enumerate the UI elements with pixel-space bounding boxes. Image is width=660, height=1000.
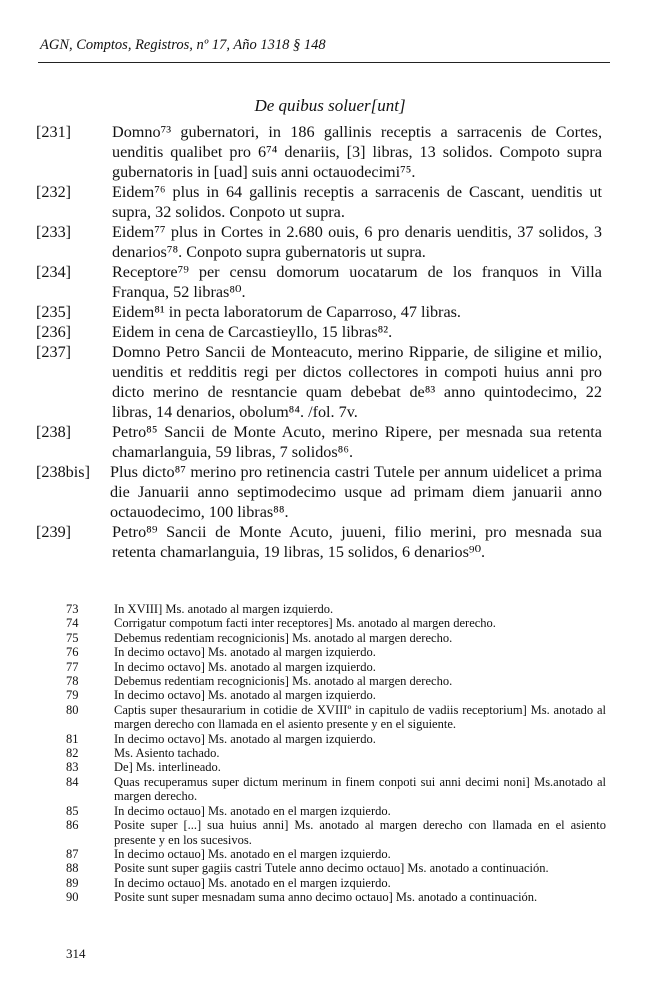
- entry-239: [36, 522, 602, 562]
- footnote-number: 76: [66, 645, 79, 660]
- entry-text: Domno Petro Sancii de Monteacuto, merino Ripparie, de siligine et milio, uenditis et redditis regi per dictos collectores in compoti huius anni pro dicto merino de resntancie quam debebat de⁸³ anno quintodecimo, 22 libras, 14 denarios, obolum⁸⁴. /fol. 7v.: [112, 343, 602, 421]
- footnote-number: 86: [66, 818, 79, 833]
- entry-237: [36, 342, 602, 422]
- footnote-number: 84: [66, 774, 79, 789]
- footnote-73: [66, 602, 606, 616]
- footnote-number: 87: [66, 846, 79, 861]
- section-title: De quibus soluer[unt]: [254, 96, 406, 115]
- footnote-number: 81: [66, 731, 79, 746]
- footnote-number: 89: [66, 875, 79, 890]
- footnote-number: 83: [66, 760, 79, 775]
- entry-list: [36, 122, 602, 562]
- entry-text: Eidem⁷⁶ plus in 64 gallinis receptis a sarracenis de Cascant, uenditis ut supra, 32 solidos. Conpoto ut supra.: [112, 183, 602, 221]
- entry-238bis: [36, 462, 602, 522]
- entry-number: [235]: [36, 303, 72, 321]
- footnote-text: Posite sunt super mesnadam suma anno decimo octauo] Ms. anotado a continuación.: [114, 890, 538, 905]
- footnote-82: [66, 746, 606, 760]
- footnote-76: [66, 645, 606, 659]
- footnote-number: 75: [66, 630, 79, 645]
- footnote-77: [66, 660, 606, 674]
- entry-number: [239]: [36, 523, 72, 541]
- entry-text: Domno⁷³ gubernatori, in 186 gallinis receptis a sarracenis de Cortes, uenditis qualibet pro 6⁷⁴ denariis, [3] libras, 13 solidos. Compoto supra gubernatoris in [uad] suis anni octauodecimi⁷⁵.: [112, 123, 602, 181]
- footnote-text: In decimo octauo] Ms. anotado en el margen izquierdo.: [114, 846, 391, 861]
- footnote-text: Captis super thesaurarium in cotidie de XVIIIº in capitulo de vadiis receptorium] Ms. anotado al margen derecho con llamada en el asiento presente y en el siguiente.: [114, 702, 606, 732]
- entry-text: Eidem⁷⁷ plus in Cortes in 2.680 ouis, 6 pro denaris uenditis, 37 solidos, 3 denarios⁷⁸. Conpoto supra gubernatoris ut supra.: [112, 223, 602, 261]
- footnote-89: [66, 876, 606, 890]
- footnote-text: In decimo octauo] Ms. anotado en el margen izquierdo.: [114, 803, 391, 818]
- footnote-text: Posite super [...] sua huius anni] Ms. anotado al margen derecho con llamada en el asiento presente y en los sucesivos.: [114, 818, 606, 847]
- footnote-90: [66, 890, 606, 904]
- footnote-number: 77: [66, 659, 79, 674]
- entry-233: [36, 222, 602, 262]
- footnote-text: In XVIII] Ms. anotado al margen izquierdo.: [114, 602, 334, 616]
- footnote-83: [66, 760, 606, 774]
- footnote-text: In decimo octavo] Ms. anotado al margen izquierdo.: [114, 731, 376, 746]
- footnote-80: [66, 703, 606, 732]
- footnote-text: Corrigatur compotum facti inter receptores] Ms. anotado al margen derecho.: [114, 616, 496, 631]
- footnote-number: 74: [66, 616, 79, 631]
- entry-number: [233]: [36, 223, 72, 241]
- footnote-number: 79: [66, 688, 79, 703]
- entry-text: Petro⁸⁵ Sancii de Monte Acuto, merino Ripere, per mesnada sua retenta chamarlanguia, 59 libras, 7 solidos⁸⁶.: [112, 423, 602, 461]
- footnote-86: [66, 818, 606, 847]
- entry-text: Eidem⁸¹ in pecta laboratorum de Caparroso, 47 libras.: [112, 303, 461, 321]
- entry-text: Receptore⁷⁹ per censu domorum uocatarum de los franquos in Villa Franqua, 52 libras⁸⁰.: [112, 263, 602, 301]
- entry-text: Eidem in cena de Carcastieyllo, 15 libras⁸².: [112, 323, 393, 341]
- footnote-number: 90: [66, 890, 79, 905]
- entry-number: [232]: [36, 183, 72, 201]
- entry-number: [238bis]: [36, 463, 90, 481]
- footnote-text: Ms. Asiento tachado.: [114, 746, 220, 761]
- footnote-79: [66, 688, 606, 702]
- entry-text: Petro⁸⁹ Sancii de Monte Acuto, juueni, filio merini, pro mesnada sua retenta chamarlanguia, 19 libras, 15 solidos, 6 denarios⁹⁰.: [112, 523, 602, 561]
- header-rule: [38, 62, 610, 63]
- footnote-text: In decimo octavo] Ms. anotado al margen izquierdo.: [114, 645, 376, 660]
- footnote-text: De] Ms. interlineado.: [114, 760, 221, 775]
- footnote-text: In decimo octavo] Ms. anotado al margen izquierdo.: [114, 659, 376, 674]
- entry-238: [36, 422, 602, 462]
- footnotes: [66, 602, 606, 905]
- footnote-75: [66, 631, 606, 645]
- footnote-78: [66, 674, 606, 688]
- entry-number: [231]: [36, 123, 72, 141]
- entry-text: Plus dicto⁸⁷ merino pro retinencia castri Tutele per annum uidelicet a prima die Januarii anno septimodecimo usque ad primam diem januarii anno octauodecimo, 100 libras⁸⁸.: [110, 463, 602, 521]
- entry-232: [36, 182, 602, 222]
- entry-236: [36, 322, 602, 342]
- footnote-85: [66, 804, 606, 818]
- footnote-text: In decimo octauo] Ms. anotado en el margen izquierdo.: [114, 875, 391, 890]
- footnote-84: [66, 775, 606, 804]
- footnote-number: 82: [66, 746, 79, 761]
- footnote-text: Debemus redentiam recognicionis] Ms. anotado al margen derecho.: [114, 630, 453, 645]
- footnote-74: [66, 616, 606, 630]
- page-number: 314: [66, 946, 86, 961]
- footnote-87: [66, 847, 606, 861]
- footnote-number: 73: [66, 602, 79, 616]
- entry-number: [234]: [36, 263, 72, 281]
- entry-231: [36, 122, 602, 182]
- footnote-text: In decimo octavo] Ms. anotado al margen izquierdo.: [114, 688, 376, 703]
- footnote-88: [66, 861, 606, 875]
- footnote-81: [66, 732, 606, 746]
- footnote-number: 85: [66, 803, 79, 818]
- entry-number: [238]: [36, 423, 72, 441]
- footnote-number: 80: [66, 702, 79, 717]
- footnote-text: Quas recuperamus super dictum merinum in finem conpoti sui anni decimi noni] Ms.anotado al margen derecho.: [114, 774, 606, 804]
- footnote-number: 88: [66, 861, 79, 876]
- footnote-text: Posite sunt super gagiis castri Tutele anno decimo octauo] Ms. anotado a continuación.: [114, 861, 549, 876]
- running-header: AGN, Comptos, Registros, nº 17, Año 1318 § 148: [40, 37, 326, 53]
- footnote-number: 78: [66, 674, 79, 689]
- entry-number: [237]: [36, 343, 72, 361]
- entry-235: [36, 302, 602, 322]
- entry-234: [36, 262, 602, 302]
- entry-number: [236]: [36, 323, 72, 341]
- footnote-text: Debemus redentiam recognicionis] Ms. anotado al margen derecho.: [114, 674, 453, 689]
